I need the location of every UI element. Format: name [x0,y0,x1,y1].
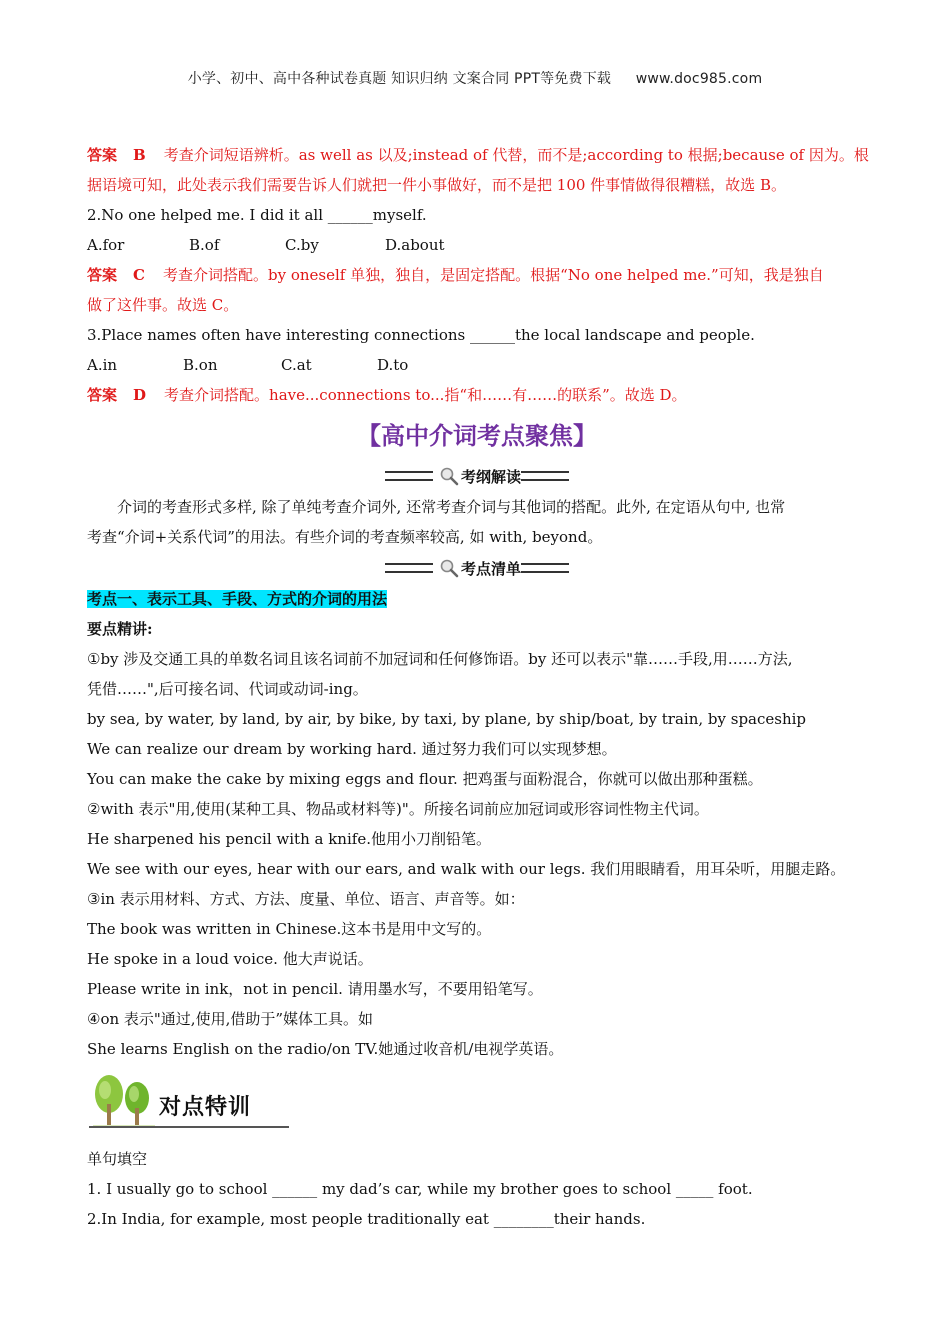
checklist-line: ④on 表示"通过,使用,借助于”媒体工具。如 [87,1010,374,1028]
option-b: B.on [183,356,218,374]
header-url[interactable]: www.doc985.com [635,71,763,87]
header-text: 小学、初中、高中各种试卷真题 知识归纳 文案合同 PPT等免费下载 [187,71,612,87]
answer-explanation: 考查介词搭配。by oneself 单独，独自，是固定搭配。根据“No one helped me.”可知，我是独自 [162,266,824,284]
answer-2-line-2: 做了这件事。故选 C。 [87,296,239,314]
checklist-line: He spoke in a loud voice. 他大声说话。 [87,950,373,968]
double-rule-right [521,471,569,481]
option-a: A.for [87,236,125,254]
question-3-stem: 3.Place names often have interesting connections ______the local landscape and people. [87,326,755,344]
training-title: 对点特训 [159,1095,252,1120]
outline-title: 考纲解读 [460,467,521,486]
checklist-line: You can make the cake by mixing eggs and flour. 把鸡蛋与面粉混合，你就可以做出那种蛋糕。 [87,770,763,788]
answer-letter: D [133,386,147,404]
checklist-subtitle [87,552,867,584]
answer-label: 答案 [87,386,118,404]
key-points-label: 要点精讲: [87,620,153,638]
checklist-line: by sea, by water, by land, by air, by bike, by taxi, by plane, by ship/boat, by train, by spaceship [87,710,807,728]
answer-1-line-1 [87,140,867,170]
trees-icon [91,1074,157,1130]
checklist-line: We see with our eyes, hear with our ears, and walk with our legs. 我们用眼睛看，用耳朵听，用腿走路。 [87,860,846,878]
checklist-line: The book was written in Chinese.这本书是用中文写的。 [87,920,492,938]
outline-subtitle [87,460,867,492]
point-1-title: 考点一、表示工具、手段、方式的介词的用法 [87,590,388,608]
checklist-title: 考点清单 [460,559,521,578]
training-type-label: 单句填空 [87,1150,148,1168]
double-rule-right [521,563,569,573]
double-rule-left [385,471,433,481]
checklist-line: ②with 表示"用,使用(某种工具、物品或材料等)"。所接名词前应加冠词或形容词性物主代词。 [87,800,709,818]
question-2-stem: 2.No one helped me. I did it all ______myself. [87,206,427,224]
outline-paragraph-line-2: 考查“介词+关系代词”的用法。有些介词的考查频率较高, 如 with, beyond。 [87,528,603,546]
section-title: 【高中介词考点聚焦】 [357,421,597,450]
answer-3-line [87,380,867,410]
point-1-heading [87,584,867,614]
training-underline [89,1126,289,1128]
option-d: D.to [377,356,409,374]
question-2-options [87,230,867,260]
answer-explanation: 考查介词短语辨析。as well as 以及;instead of 代替，而不是;according to 根据;because of 因为。根 [163,146,869,164]
checklist-line: He sharpened his pencil with a knife.他用小刀削铅笔。 [87,830,491,848]
checklist-line: ①by 涉及交通工具的单数名词且该名词前不加冠词和任何修饰语。by 还可以表示"靠……手段,用……方法, [87,650,793,668]
checklist-line: We can realize our dream by working hard. 通过努力我们可以实现梦想。 [87,740,617,758]
answer-letter: B [133,146,146,164]
answer-label: 答案 [87,266,118,284]
magnifier-icon [439,466,459,486]
magnifier-icon [439,558,459,578]
training-item-2: 2.In India, for example, most people traditionally eat ________their hands. [87,1210,646,1228]
option-c: C.at [281,356,312,374]
option-b: B.of [189,236,220,254]
option-a: A.in [87,356,118,374]
question-3-options [87,350,867,380]
double-rule-left [385,563,433,573]
option-d: D.about [385,236,445,254]
answer-1-line-2: 据语境可知，此处表示我们需要告诉人们就把一件小事做好，而不是把 100 件事情做得很糟糕，故选 B。 [87,176,786,194]
training-banner-box [89,1074,289,1130]
page-header [0,68,950,88]
answer-2-line-1 [87,260,867,290]
training-banner [89,1074,867,1130]
answer-letter: C [133,266,145,284]
checklist-line: ③in 表示用材料、方式、方法、度量、单位、语言、声音等。如： [87,890,525,908]
checklist-line: 凭借……",后可接名词、代词或动词-ing。 [87,680,368,698]
option-c: C.by [285,236,319,254]
checklist-line: Please write in ink，not in pencil. 请用墨水写，不要用铅笔写。 [87,980,543,998]
training-item-1: 1. I usually go to school ______ my dad’s car, while my brother goes to school _____ foot. [87,1180,753,1198]
answer-explanation: 考查介词搭配。have...connections to...指“和……有……的联系”。故选 D。 [164,386,687,404]
outline-paragraph-line-1: 介词的考查形式多样, 除了单纯考查介词外, 还常考查介词与其他词的搭配。此外, 在定语从句中, 也常 [117,498,786,516]
checklist-line: She learns English on the radio/on TV.她通过收音机/电视学英语。 [87,1040,564,1058]
main-content [87,140,867,1234]
answer-label: 答案 [87,146,118,164]
